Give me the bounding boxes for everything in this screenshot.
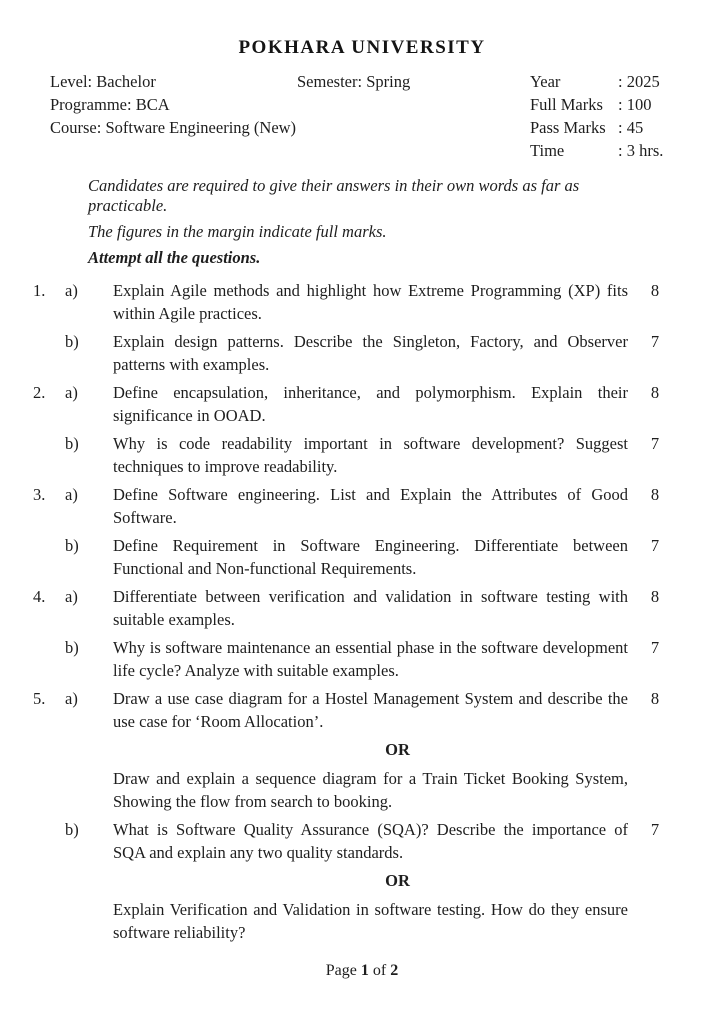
programme-field: Programme: BCA — [50, 95, 170, 114]
level-field: Level: Bachelor — [50, 72, 156, 91]
or-label: OR — [385, 740, 410, 759]
question-text: Explain Verification and Validation in software testing. How do they ensure software reliability? — [113, 900, 628, 942]
question-text: Why is software maintenance an essential phase in the software development life cycle? Analyze with suitable examples. — [113, 638, 628, 680]
full-marks-label: Full Marks — [530, 95, 603, 114]
semester-field: Semester: Spring — [297, 72, 411, 91]
question-text: Define Requirement in Software Engineering. Differentiate between Functional and Non-functional Requirements. — [113, 536, 628, 578]
header-meta-column — [530, 70, 663, 162]
year-label: Year — [530, 72, 561, 91]
part-letter: b) — [65, 536, 79, 555]
marks: 7 — [650, 820, 660, 839]
pass-marks-label: Pass Marks — [530, 118, 606, 137]
part-letter: b) — [65, 820, 79, 839]
part-letter — [65, 898, 113, 944]
university-title: POKHARA UNIVERSITY — [238, 37, 486, 58]
question-number: 1. — [33, 281, 46, 300]
header-left-column — [50, 70, 296, 139]
question-text: Define encapsulation, inheritance, and polymorphism. Explain their significance in OOAD. — [113, 383, 628, 425]
marks: 8 — [650, 587, 660, 606]
question-number — [33, 898, 65, 944]
question-text: Define Software engineering. List and Explain the Attributes of Good Software. — [113, 485, 628, 527]
part-letter: a) — [65, 587, 78, 606]
page-footer — [0, 962, 724, 980]
part-letter: a) — [65, 485, 78, 504]
part-letter: a) — [65, 383, 78, 402]
instruction-attempt-all: Attempt all the questions. — [88, 248, 261, 267]
question-3a — [0, 483, 724, 529]
question-number — [33, 636, 65, 682]
question-4a — [0, 585, 724, 631]
question-text: Explain Agile methods and highlight how Extreme Programming (XP) fits within Agile practices. — [113, 281, 628, 323]
question-number — [33, 818, 65, 864]
question-text: Draw a use case diagram for a Hostel Management System and describe the use case for ‘Room Allocation’. — [113, 689, 628, 731]
question-number: 4. — [33, 587, 46, 606]
question-2a — [0, 381, 724, 427]
question-number: 3. — [33, 485, 46, 504]
question-number: 2. — [33, 383, 46, 402]
part-letter: b) — [65, 332, 79, 351]
exam-header — [0, 70, 724, 164]
marks: 8 — [650, 281, 660, 300]
question-5a-alternative — [0, 767, 724, 813]
footer-total-pages: 2 — [390, 962, 399, 979]
or-label: OR — [385, 871, 410, 890]
part-letter: b) — [65, 434, 79, 453]
marks: 8 — [650, 689, 660, 708]
marks: 7 — [650, 434, 660, 453]
marks: 8 — [650, 485, 660, 504]
question-text: Why is code readability important in software development? Suggest techniques to improve readability. — [113, 434, 628, 476]
instruction-margin-figures: The figures in the margin indicate full marks. — [88, 222, 387, 241]
time-row — [530, 139, 663, 162]
marks — [628, 898, 682, 944]
candidate-instructions — [88, 176, 618, 268]
marks — [628, 767, 682, 813]
part-letter: b) — [65, 638, 79, 657]
marks: 7 — [650, 638, 660, 657]
or-separator-5a — [0, 738, 724, 761]
question-number — [33, 432, 65, 478]
question-5a — [0, 687, 724, 733]
footer-page-word: Page — [325, 962, 357, 979]
marks: 7 — [650, 536, 660, 555]
part-letter — [65, 767, 113, 813]
footer-page-number: 1 — [360, 962, 369, 979]
question-list — [0, 279, 724, 944]
course-field: Course: Software Engineering (New) — [50, 118, 297, 137]
full-marks-value: : 100 — [618, 95, 652, 114]
question-text: Draw and explain a sequence diagram for a Train Ticket Booking System, Showing the flow from search to booking. — [113, 769, 628, 811]
question-5b-alternative — [0, 898, 724, 944]
pass-marks-row — [530, 116, 663, 139]
question-4b — [0, 636, 724, 682]
instruction-own-words: Candidates are required to give their answers in their own words as far as practicable. — [88, 176, 580, 215]
question-number: 5. — [33, 689, 46, 708]
part-letter: a) — [65, 281, 78, 300]
year-row — [530, 70, 663, 93]
question-number — [33, 534, 65, 580]
question-3b — [0, 534, 724, 580]
year-value: : 2025 — [618, 72, 660, 91]
full-marks-row — [530, 93, 663, 116]
footer-of-word: of — [372, 962, 387, 979]
pass-marks-value: : 45 — [618, 118, 644, 137]
part-letter: a) — [65, 689, 78, 708]
question-number — [33, 330, 65, 376]
question-number — [33, 767, 65, 813]
time-label: Time — [530, 141, 565, 160]
question-1b — [0, 330, 724, 376]
question-text: Explain design patterns. Describe the Singleton, Factory, and Observer patterns with examples. — [113, 332, 628, 374]
question-1a — [0, 279, 724, 325]
question-5b — [0, 818, 724, 864]
question-text: What is Software Quality Assurance (SQA)? Describe the importance of SQA and explain any two quality standards. — [113, 820, 628, 862]
marks: 8 — [650, 383, 660, 402]
marks: 7 — [650, 332, 660, 351]
question-text: Differentiate between verification and validation in software testing with suitable examples. — [113, 587, 628, 629]
time-value: : 3 hrs. — [618, 141, 664, 160]
or-separator-5b — [0, 869, 724, 892]
question-2b — [0, 432, 724, 478]
